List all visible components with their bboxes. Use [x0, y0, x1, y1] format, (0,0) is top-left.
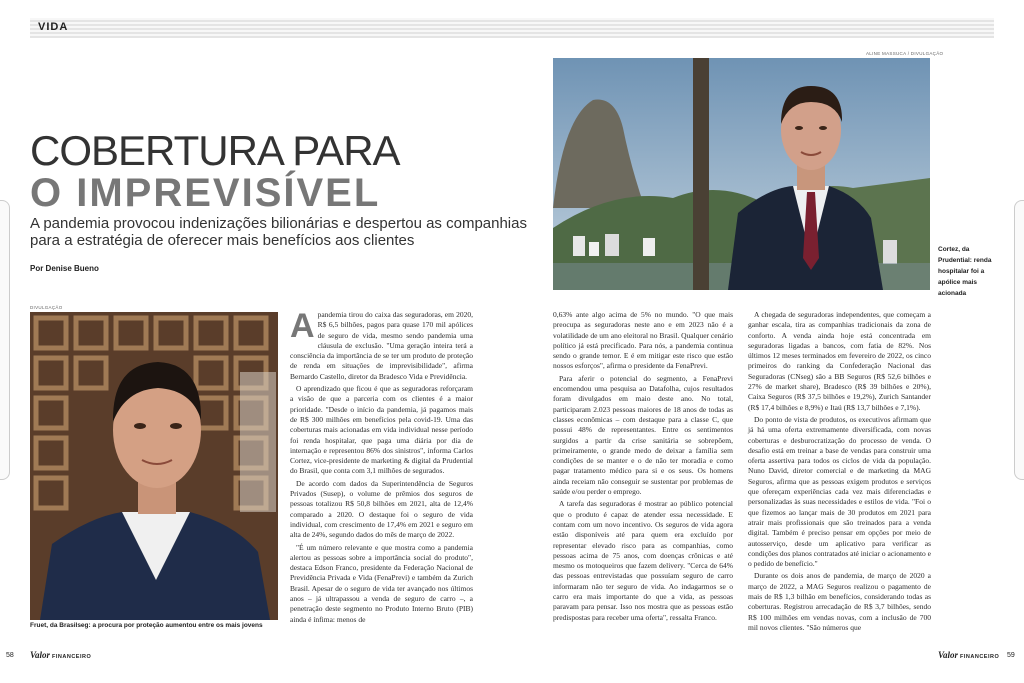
paragraph: O aprendizado que ficou é que as seguradoras reforçaram a visão de que a parceria com os clientes é a maior prioridade. "Desde o início da pandemia, já pagamos mais de R$ 300 milhões em benefícios pela covid-19. Uma das coberturas mais acionadas em vida individual nesse período foi renda hospitalar, que paga uma diária por dia de internação e representou 86% dos sinistros", informa Carlos Cortez, vice-presidente de marketing & digital da Prudential do Brasil, que conta com 3,1 milhões de segurados. — [290, 384, 473, 476]
paragraph: Durante os dois anos de pandemia, de março de 2020 a março de 2022, a MAG Seguros realizou o pagamento de mais de R$ 1,3 bilhão em benefícios, considerando todas as coberturas. Registrou arrecadação de R$ 3,7 bilhões, sendo R$ 100 milhões em vendas novas, com a inclusão de 700 mil novos clientes. "São números que — [748, 571, 931, 632]
logo-subtext: FINANCEIRO — [52, 654, 92, 660]
portrait-photo-cortez — [553, 58, 930, 290]
portrait-cortez-illustration — [553, 58, 930, 290]
article-column-2 — [553, 310, 733, 625]
headline-line-2: O IMPREVISÍVEL — [30, 171, 381, 215]
paragraph: Do ponto de vista de produtos, os executivos afirmam que já há uma oferta extremamente diversificada, com novas coberturas e desburocratização do processo de venda. O desafio está em treinar a base de vendas para construir uma oferta assertiva para todos os ciclos de vida da população. Nuno David, diretor comercial e de marketing da MAG Seguros, afirma que as pessoas exigem produtos e serviços que ofereçam experiências cada vez mais diferenciadas e personalizadas às suas necessidades e estilos de vida. "Foi o que fizemos ao lançar mais de 30 produtos em 2021 para atrair mais profissionais que são treinados para a venda digital. Também é preciso pensar em opções por meio de autosserviço, desde um aplicativo para verificar as condições dos planos contratados até iniciar o acionamento e o pedido de benefício." — [748, 414, 931, 569]
section-label: VIDA — [38, 21, 69, 33]
paragraph: Para aferir o potencial do segmento, a FenaPrevi encomendou uma pesquisa ao Datafolha, cujos resultados foram divulgados em maio deste ano. No total, participaram 2.023 pessoas maiores de 18 anos de todas as classes econômicas – com destaque para a classe C, que possui 48% de representantes. Entre os sentimentos surgidos a partir da crise sanitária se sobrepõem, primeiramente, o grande medo de deixar a família sem condições de se manter e o de não ter moradia e como pagar tratamento médico para si e os seus. Os homens ainda receiam não conseguir se sustentar por problemas de saúde e/ou perder o emprego. — [553, 373, 733, 497]
photo-credit-left: DIVULGAÇÃO — [30, 305, 63, 310]
paragraph: "É um número relevante e que mostra como a pandemia alertou as pessoas sobre a importância social do produto", destaca Edson Franco, presidente da Federação Nacional de Previdência Privada e Vida (FenaPrevi) e também da Zurich Brasil. Apesar de o seguro de vida ter avançado nos últimos anos – já ultrapassou a venda de seguro de carro –, a penetração deste segmento no Produto Interno Bruto (PIB) ainda é ínfima: menos de — [290, 542, 473, 624]
headline-line-1: COBERTURA PARA — [30, 127, 400, 174]
paragraph — [290, 307, 473, 382]
logo-text: Valor — [30, 650, 51, 660]
article-column-3 — [748, 310, 931, 635]
photo-caption-right: Cortez, da Prudential: renda hospitalar foi a apólice mais acionada — [938, 246, 992, 297]
paragraph: A tarefa das seguradoras é mostrar ao público potencial que o produto é capaz de atender essa necessidade. E contam com um novo incentivo. Os seguros de vida agora estão disponíveis até para quem era excluído por representar elevado risco para as companhias, como pessoas acima de 75 anos, com doenças crônicas e até mesmo os motoqueiros que fazem delivery. "Cerca de 64% das pessoas entrevistadas que possuíam seguro de carro informaram não ter seguro de vida. Ao indagarmos se o carro era mais importante do que a vida, as pessoas paravam para pensar. Isso nos mostra que as pessoas estão predispostas para receber uma oferta", ressalta Franco. — [553, 499, 733, 622]
paragraph: De acordo com dados da Superintendência de Seguros Privados (Susep), o volume de prêmios dos seguros de pessoas totalizou R$ 50,8 bilhões em 2021, alta de 12,4% comparado a 2020. O destaque foi o seguro de vida individual, com crescimento de 17,4% em 2021 e seguro em alta de 24%, segundo dados do mês de março de 2022. — [290, 478, 473, 540]
portrait-fruet-illustration — [30, 312, 278, 620]
logo-text: Valor — [938, 650, 959, 660]
logo-subtext: FINANCEIRO — [960, 654, 1000, 660]
photo-caption-left: Fruet, da Brasilseg: a procura por proteção aumentou entre os mais jovens — [30, 622, 263, 629]
drop-cap: A — [290, 307, 315, 345]
article-column-1 — [290, 307, 473, 627]
paragraph: 0,63% ante algo acima de 5% no mundo. "O que mais preocupa as seguradoras neste ano e em 2023 não é a volatilidade de um ano eleitoral no Brasil. Qualquer cenário político já está precificado. Para nós, a pandemia continua sendo o grande temor. E é em mitigar este risco que estão nossos esforços", afirma o presidente da FenaPrevi. — [553, 310, 733, 371]
standfirst: A pandemia provocou indenizações bilionárias e despertou as companhias para a estratégia de oferecer mais benefícios aos clientes — [30, 215, 527, 249]
photo-credit-right: ALINE MASSUCA / DIVULGAÇÃO — [866, 51, 944, 56]
page-number-left: 58 — [6, 652, 14, 659]
page-edge-right — [1014, 200, 1024, 480]
section-bar — [30, 18, 994, 38]
publication-logo-right — [938, 650, 999, 660]
paragraph: A chegada de seguradoras independentes, que começam a ganhar escala, tira as companhias tradicionais da zona de conforto. A venda ainda hoje está concentrada em seguradoras ligadas a bancos, com fatia de 82%. Nos últimos 12 meses terminados em fevereiro de 2022, os cinco primeiros do ranking da Confederação Nacional das Seguradoras (CNseg) são a BB Seguros (R$ 52,6 bilhões e 27% de market share), Bradesco (R$ 39 bilhões e 20%), Caixa Seguros (R$ 37,5 bilhões e 19,2%), Zurich Santander (R$ 17,4 bilhões e 8,9%) e Itaú (R$ 13,7 bilhões e 7,1%). — [748, 310, 931, 412]
portrait-photo-fruet — [30, 312, 278, 620]
publication-logo-left — [30, 650, 91, 660]
paragraph-text: pandemia tirou do caixa das seguradoras, em 2020, R$ 6,5 bilhões, pagos para quase 170 mil apólices de seguro de vida, mesmo sendo pandemia uma cláusula de exclusão. "Uma geração inteira terá a consciência da importância de se ter um produto de proteção de renda em situações de imprevisibilidade", afirma Bernardo Castello, diretor da Bradesco Vida e Previdência. — [290, 310, 473, 381]
page-number-right: 59 — [1007, 652, 1015, 659]
page-edge-left — [0, 200, 10, 480]
byline: Por Denise Bueno — [30, 264, 99, 273]
